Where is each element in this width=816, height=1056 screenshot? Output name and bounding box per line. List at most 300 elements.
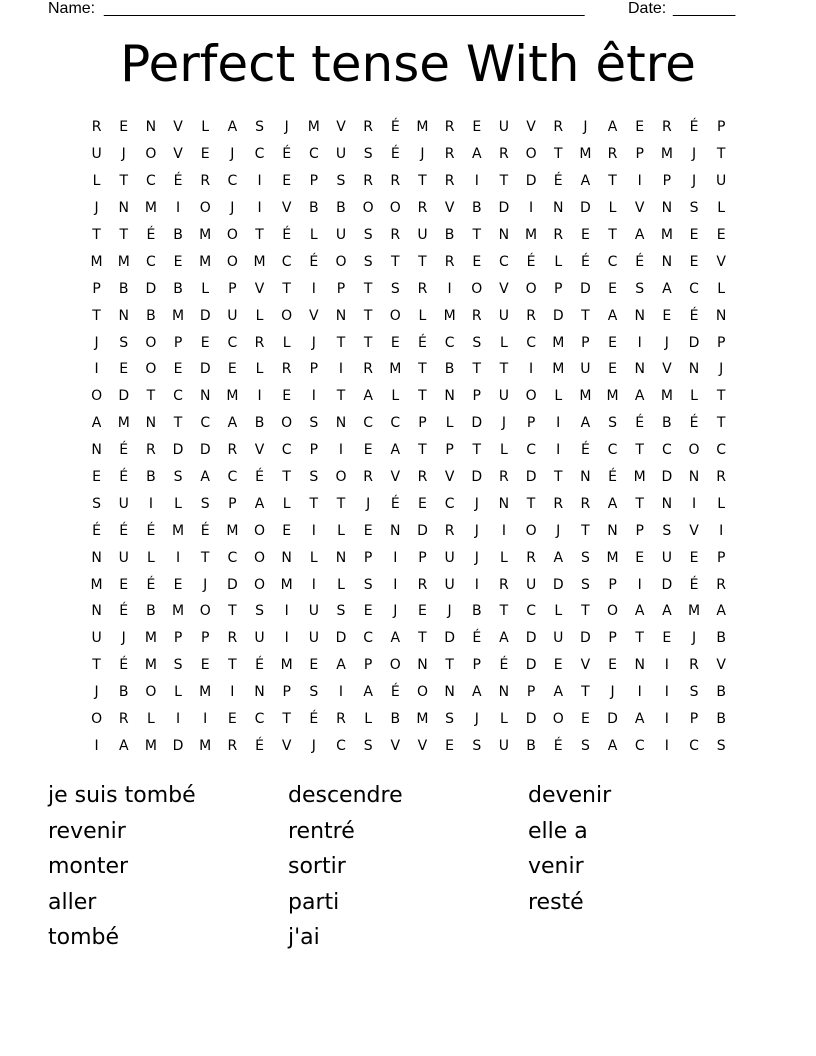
grid-letter[interactable]: S — [336, 603, 346, 620]
grid-letter[interactable]: D — [552, 307, 564, 324]
grid-letter[interactable]: É — [526, 253, 536, 270]
grid-letter[interactable]: P — [554, 280, 563, 297]
grid-letter[interactable]: P — [418, 415, 427, 432]
grid-letter[interactable]: É — [282, 146, 292, 163]
grid-letter[interactable]: E — [418, 603, 427, 620]
grid-letter[interactable]: R — [363, 119, 373, 136]
grid-letter[interactable]: É — [255, 737, 264, 754]
grid-letter[interactable]: C — [634, 737, 645, 754]
grid-letter[interactable]: P — [363, 657, 373, 674]
grid-letter[interactable]: E — [363, 522, 373, 539]
grid-letter[interactable]: O — [145, 334, 157, 351]
grid-letter[interactable]: S — [92, 495, 102, 512]
grid-letter[interactable]: A — [336, 657, 346, 674]
grid-letter[interactable]: R — [553, 227, 564, 243]
grid-letter[interactable]: R — [363, 469, 373, 486]
grid-letter[interactable]: M — [552, 361, 565, 378]
grid-letter[interactable]: V — [254, 280, 265, 297]
grid-letter[interactable]: L — [92, 173, 101, 190]
grid-letter[interactable]: O — [91, 388, 103, 405]
grid-letter[interactable]: T — [309, 495, 319, 512]
grid-letter[interactable]: O — [281, 415, 293, 432]
grid-letter[interactable]: N — [444, 684, 455, 701]
grid-letter[interactable]: O — [525, 388, 537, 405]
grid-letter[interactable]: S — [689, 200, 699, 217]
grid-letter[interactable]: B — [716, 630, 726, 647]
grid-letter[interactable]: D — [552, 576, 564, 593]
grid-letter[interactable]: N — [688, 469, 700, 486]
grid-letter[interactable]: R — [716, 469, 727, 486]
grid-letter[interactable]: I — [393, 549, 398, 566]
grid-letter[interactable]: B — [471, 603, 482, 620]
grid-letter[interactable]: A — [662, 603, 672, 620]
grid-letter[interactable]: B — [471, 200, 482, 217]
grid-letter[interactable]: O — [254, 549, 266, 566]
grid-letter[interactable]: U — [498, 307, 510, 324]
grid-letter[interactable]: I — [556, 415, 561, 432]
grid-letter[interactable]: O — [607, 603, 619, 620]
grid-letter[interactable]: L — [554, 253, 563, 270]
grid-letter[interactable]: É — [390, 119, 400, 136]
grid-letter[interactable]: V — [336, 119, 346, 136]
grid-letter[interactable]: D — [471, 469, 483, 486]
grid-letter[interactable]: M — [389, 361, 402, 378]
grid-letter[interactable]: É — [553, 173, 563, 190]
grid-letter[interactable]: S — [336, 173, 346, 190]
grid-letter[interactable]: T — [553, 146, 563, 163]
grid-letter[interactable]: P — [282, 684, 291, 701]
name-field[interactable]: ______________________________________________________ — [104, 0, 585, 17]
grid-letter[interactable]: J — [719, 361, 724, 378]
grid-letter[interactable]: O — [226, 253, 238, 270]
grid-letter[interactable]: S — [580, 576, 590, 593]
grid-letter[interactable]: O — [199, 200, 211, 217]
grid-letter[interactable]: R — [118, 711, 129, 728]
grid-letter[interactable]: A — [363, 388, 373, 405]
grid-letter[interactable]: L — [717, 200, 726, 217]
grid-letter[interactable]: C — [390, 415, 401, 432]
grid-letter[interactable]: M — [660, 227, 673, 243]
grid-letter[interactable]: T — [418, 173, 427, 190]
grid-letter[interactable]: S — [716, 737, 726, 754]
grid-letter[interactable]: T — [363, 280, 373, 297]
grid-letter[interactable]: C — [227, 334, 238, 351]
grid-letter[interactable]: T — [499, 173, 509, 190]
grid-letter[interactable]: N — [335, 415, 347, 432]
grid-letter[interactable]: I — [664, 737, 669, 754]
grid-letter[interactable]: O — [254, 522, 266, 539]
grid-letter[interactable]: A — [607, 495, 618, 512]
grid-letter[interactable]: É — [119, 603, 129, 620]
grid-letter[interactable]: P — [200, 630, 210, 647]
grid-letter[interactable]: C — [689, 280, 699, 297]
grid-letter[interactable]: D — [199, 307, 211, 324]
grid-letter[interactable]: M — [525, 227, 538, 243]
grid-letter[interactable]: R — [417, 576, 428, 593]
grid-letter[interactable]: J — [501, 415, 506, 432]
grid-letter[interactable]: E — [580, 227, 590, 243]
grid-letter[interactable]: N — [634, 361, 645, 378]
grid-letter[interactable]: P — [662, 173, 672, 190]
grid-letter[interactable]: U — [417, 227, 428, 243]
grid-letter[interactable]: E — [580, 711, 590, 728]
grid-letter[interactable]: I — [719, 522, 724, 539]
grid-letter[interactable]: A — [390, 442, 401, 459]
grid-letter[interactable]: E — [608, 334, 617, 351]
grid-letter[interactable]: D — [525, 173, 537, 190]
grid-letter[interactable]: A — [553, 684, 564, 701]
grid-letter[interactable]: J — [94, 334, 99, 351]
grid-letter[interactable]: D — [607, 711, 618, 728]
grid-letter[interactable]: M — [144, 200, 157, 217]
grid-letter[interactable]: N — [688, 361, 700, 378]
grid-letter[interactable]: A — [390, 630, 401, 647]
grid-letter[interactable]: É — [146, 576, 156, 593]
grid-letter[interactable]: L — [174, 684, 182, 701]
grid-letter[interactable]: T — [526, 495, 536, 512]
grid-letter[interactable]: L — [418, 307, 427, 324]
grid-letter[interactable]: V — [281, 737, 292, 754]
grid-letter[interactable]: V — [716, 253, 726, 270]
grid-letter[interactable]: I — [556, 442, 561, 459]
grid-letter[interactable]: M — [443, 307, 456, 324]
grid-letter[interactable]: N — [661, 253, 673, 270]
grid-letter[interactable]: N — [498, 495, 510, 512]
grid-letter[interactable]: M — [226, 388, 239, 405]
grid-letter[interactable]: O — [552, 711, 564, 728]
grid-letter[interactable]: C — [363, 630, 374, 647]
grid-letter[interactable]: D — [172, 737, 184, 754]
grid-letter[interactable]: N — [661, 200, 673, 217]
grid-letter[interactable]: O — [335, 253, 347, 270]
grid-letter[interactable]: I — [338, 361, 344, 378]
grid-letter[interactable]: R — [499, 576, 509, 593]
grid-letter[interactable]: U — [254, 630, 265, 647]
grid-letter[interactable]: N — [634, 657, 645, 674]
grid-letter[interactable]: C — [173, 388, 183, 405]
grid-letter[interactable]: J — [203, 576, 208, 593]
grid-letter[interactable]: É — [418, 334, 427, 351]
grid-letter[interactable]: L — [500, 549, 508, 566]
grid-letter[interactable]: U — [716, 173, 727, 190]
grid-letter[interactable]: M — [606, 549, 619, 566]
grid-letter[interactable]: L — [337, 522, 345, 539]
grid-letter[interactable]: T — [716, 146, 726, 163]
grid-letter[interactable]: O — [91, 711, 103, 728]
grid-letter[interactable]: É — [309, 253, 319, 270]
grid-letter[interactable]: O — [335, 469, 347, 486]
grid-letter[interactable]: R — [444, 173, 455, 190]
grid-letter[interactable]: O — [254, 576, 266, 593]
grid-letter[interactable]: B — [118, 684, 129, 701]
grid-letter[interactable]: B — [716, 711, 726, 728]
grid-letter[interactable]: M — [117, 253, 130, 270]
grid-letter[interactable]: I — [393, 576, 398, 593]
grid-letter[interactable]: C — [146, 253, 156, 270]
grid-letter[interactable]: S — [309, 684, 319, 701]
grid-letter[interactable]: I — [148, 495, 153, 512]
grid-letter[interactable]: C — [254, 711, 265, 728]
grid-letter[interactable]: V — [390, 737, 401, 754]
grid-letter[interactable]: J — [447, 603, 452, 620]
grid-letter[interactable]: T — [581, 603, 590, 620]
grid-letter[interactable]: I — [474, 576, 479, 593]
grid-letter[interactable]: P — [228, 495, 237, 512]
grid-letter[interactable]: E — [227, 361, 237, 378]
grid-letter[interactable]: T — [391, 253, 400, 270]
grid-letter[interactable]: B — [444, 227, 455, 243]
grid-letter[interactable]: E — [689, 227, 699, 243]
grid-letter[interactable]: L — [500, 334, 508, 351]
grid-letter[interactable]: E — [282, 173, 292, 190]
grid-letter[interactable]: V — [390, 469, 401, 486]
grid-letter[interactable]: I — [664, 657, 669, 674]
grid-letter[interactable]: D — [498, 200, 510, 217]
grid-letter[interactable]: R — [444, 119, 455, 136]
grid-letter[interactable]: L — [608, 200, 617, 217]
grid-letter[interactable]: E — [635, 119, 645, 136]
grid-letter[interactable]: U — [553, 630, 564, 647]
grid-letter[interactable]: J — [230, 200, 235, 217]
grid-letter[interactable]: L — [146, 549, 155, 566]
grid-letter[interactable]: C — [444, 495, 455, 512]
grid-letter[interactable]: S — [580, 737, 590, 754]
grid-letter[interactable]: M — [579, 388, 592, 405]
grid-letter[interactable]: M — [117, 415, 130, 432]
grid-letter[interactable]: V — [662, 361, 672, 378]
grid-letter[interactable]: É — [553, 737, 563, 754]
grid-letter[interactable]: J — [691, 630, 697, 647]
grid-letter[interactable]: L — [146, 711, 155, 728]
grid-letter[interactable]: C — [336, 737, 346, 754]
grid-letter[interactable]: D — [199, 442, 211, 459]
grid-letter[interactable]: O — [145, 146, 157, 163]
grid-letter[interactable]: D — [580, 280, 591, 297]
grid-letter[interactable]: É — [390, 495, 400, 512]
grid-letter[interactable]: O — [471, 280, 483, 297]
grid-letter[interactable]: R — [281, 361, 292, 378]
grid-letter[interactable]: O — [525, 280, 537, 297]
grid-letter[interactable]: I — [637, 684, 642, 701]
grid-letter[interactable]: I — [637, 576, 642, 593]
grid-letter[interactable]: É — [689, 119, 699, 136]
grid-letter[interactable]: T — [282, 280, 291, 297]
grid-letter[interactable]: I — [529, 361, 534, 378]
grid-letter[interactable]: B — [444, 361, 455, 378]
grid-letter[interactable]: R — [363, 173, 373, 190]
grid-letter[interactable]: I — [284, 630, 289, 647]
grid-letter[interactable]: T — [363, 334, 373, 351]
grid-letter[interactable]: R — [444, 146, 455, 163]
grid-letter[interactable]: U — [91, 146, 102, 163]
grid-letter[interactable]: C — [227, 549, 238, 566]
grid-letter[interactable]: R — [526, 307, 536, 324]
grid-letter[interactable]: S — [472, 334, 482, 351]
grid-letter[interactable]: L — [364, 711, 373, 728]
grid-letter[interactable]: R — [91, 119, 102, 136]
grid-letter[interactable]: R — [146, 442, 156, 459]
grid-letter[interactable]: É — [689, 576, 699, 593]
grid-letter[interactable]: É — [390, 146, 400, 163]
grid-letter[interactable]: A — [471, 684, 482, 701]
grid-letter[interactable]: V — [444, 200, 455, 217]
grid-letter[interactable]: T — [553, 469, 563, 486]
grid-letter[interactable]: O — [226, 227, 238, 243]
grid-letter[interactable]: T — [92, 307, 101, 324]
grid-letter[interactable]: R — [336, 711, 346, 728]
grid-letter[interactable]: C — [689, 737, 699, 754]
grid-letter[interactable]: R — [363, 361, 373, 378]
grid-letter[interactable]: C — [444, 334, 455, 351]
grid-letter[interactable]: E — [390, 334, 400, 351]
grid-letter[interactable]: E — [608, 361, 617, 378]
grid-letter[interactable]: P — [581, 334, 590, 351]
grid-letter[interactable]: L — [201, 119, 210, 136]
grid-letter[interactable]: A — [634, 603, 645, 620]
grid-letter[interactable]: P — [608, 576, 617, 593]
grid-letter[interactable]: B — [526, 737, 536, 754]
grid-letter[interactable]: M — [172, 603, 185, 620]
grid-letter[interactable]: N — [498, 684, 510, 701]
grid-letter[interactable]: U — [580, 361, 591, 378]
grid-letter[interactable]: J — [311, 334, 316, 351]
grid-letter[interactable]: M — [144, 737, 157, 754]
grid-letter[interactable]: J — [94, 200, 99, 217]
grid-letter[interactable]: A — [580, 173, 591, 190]
grid-letter[interactable]: L — [554, 603, 563, 620]
grid-letter[interactable]: I — [257, 200, 262, 217]
grid-letter[interactable]: P — [716, 549, 726, 566]
grid-letter[interactable]: S — [635, 280, 645, 297]
grid-letter[interactable]: E — [553, 657, 563, 674]
grid-letter[interactable]: S — [363, 146, 373, 163]
grid-letter[interactable]: J — [366, 495, 371, 512]
grid-letter[interactable]: C — [499, 253, 509, 270]
grid-letter[interactable]: V — [444, 469, 455, 486]
grid-letter[interactable]: M — [199, 737, 212, 754]
grid-letter[interactable]: D — [172, 442, 184, 459]
grid-letter[interactable]: U — [335, 227, 347, 243]
grid-letter[interactable]: J — [420, 146, 425, 163]
grid-letter[interactable]: É — [200, 522, 210, 539]
grid-letter[interactable]: J — [556, 522, 561, 539]
grid-letter[interactable]: V — [580, 657, 591, 674]
grid-letter[interactable]: E — [662, 630, 672, 647]
grid-letter[interactable]: I — [175, 711, 181, 728]
grid-letter[interactable]: P — [309, 361, 319, 378]
grid-letter[interactable]: T — [228, 603, 237, 620]
grid-letter[interactable]: P — [92, 280, 101, 297]
grid-letter[interactable]: U — [308, 603, 319, 620]
grid-letter[interactable]: R — [471, 307, 482, 324]
grid-letter[interactable]: J — [94, 684, 99, 701]
grid-letter[interactable]: M — [172, 522, 185, 539]
grid-letter[interactable]: M — [226, 522, 239, 539]
grid-letter[interactable]: U — [91, 630, 102, 647]
grid-letter[interactable]: A — [227, 119, 238, 136]
grid-letter[interactable]: T — [200, 549, 210, 566]
grid-letter[interactable]: V — [634, 200, 645, 217]
grid-letter[interactable]: S — [173, 657, 183, 674]
grid-letter[interactable]: T — [608, 173, 617, 190]
grid-letter[interactable]: J — [664, 334, 669, 351]
grid-letter[interactable]: E — [200, 657, 210, 674]
grid-letter[interactable]: É — [689, 307, 699, 324]
grid-letter[interactable]: U — [498, 388, 510, 405]
grid-letter[interactable]: B — [146, 307, 156, 324]
grid-letter[interactable]: C — [526, 334, 536, 351]
grid-letter[interactable]: T — [173, 415, 183, 432]
grid-letter[interactable]: R — [716, 576, 727, 593]
grid-letter[interactable]: I — [664, 711, 669, 728]
grid-letter[interactable]: A — [607, 307, 618, 324]
grid-letter[interactable]: U — [308, 630, 319, 647]
grid-letter[interactable]: I — [637, 334, 642, 351]
grid-letter[interactable]: O — [389, 200, 401, 217]
grid-letter[interactable]: O — [145, 684, 157, 701]
grid-letter[interactable]: B — [662, 415, 672, 432]
grid-letter[interactable]: L — [500, 711, 508, 728]
grid-letter[interactable]: V — [417, 737, 428, 754]
grid-letter[interactable]: O — [688, 442, 700, 459]
grid-letter[interactable]: J — [284, 119, 289, 136]
grid-letter[interactable]: N — [281, 549, 292, 566]
grid-letter[interactable]: R — [499, 469, 509, 486]
grid-letter[interactable]: A — [580, 415, 591, 432]
grid-letter[interactable]: B — [146, 469, 156, 486]
grid-letter[interactable]: S — [689, 684, 699, 701]
grid-letter[interactable]: P — [228, 280, 237, 297]
grid-letter[interactable]: O — [199, 603, 211, 620]
grid-letter[interactable]: R — [227, 630, 238, 647]
grid-letter[interactable]: D — [688, 334, 700, 351]
grid-letter[interactable]: N — [498, 227, 510, 243]
grid-letter[interactable]: V — [173, 119, 183, 136]
grid-letter[interactable]: P — [309, 442, 319, 459]
grid-letter[interactable]: D — [525, 657, 537, 674]
grid-letter[interactable]: E — [472, 119, 482, 136]
grid-letter[interactable]: P — [689, 711, 699, 728]
grid-letter[interactable]: S — [445, 711, 455, 728]
grid-letter[interactable]: U — [118, 495, 129, 512]
grid-letter[interactable]: E — [119, 576, 129, 593]
grid-letter[interactable]: A — [200, 469, 210, 486]
grid-letter[interactable]: É — [472, 630, 482, 647]
grid-letter[interactable]: R — [200, 173, 211, 190]
grid-letter[interactable]: C — [146, 173, 156, 190]
grid-letter[interactable]: É — [119, 657, 129, 674]
grid-letter[interactable]: L — [201, 280, 210, 297]
grid-letter[interactable]: U — [118, 549, 129, 566]
grid-letter[interactable]: O — [416, 684, 428, 701]
grid-letter[interactable]: O — [145, 361, 157, 378]
grid-letter[interactable]: M — [307, 119, 320, 136]
grid-letter[interactable]: E — [119, 119, 129, 136]
grid-letter[interactable]: T — [635, 495, 644, 512]
grid-letter[interactable]: M — [660, 388, 673, 405]
grid-letter[interactable]: M — [172, 307, 185, 324]
grid-letter[interactable]: S — [580, 549, 590, 566]
grid-letter[interactable]: T — [635, 442, 644, 459]
grid-letter[interactable]: T — [282, 469, 291, 486]
grid-letter[interactable]: A — [634, 227, 645, 243]
grid-letter[interactable]: T — [635, 630, 644, 647]
grid-letter[interactable]: D — [335, 630, 347, 647]
grid-letter[interactable]: U — [444, 549, 455, 566]
grid-letter[interactable]: L — [500, 442, 508, 459]
grid-letter[interactable]: U — [498, 119, 510, 136]
grid-letter[interactable]: J — [610, 684, 615, 701]
